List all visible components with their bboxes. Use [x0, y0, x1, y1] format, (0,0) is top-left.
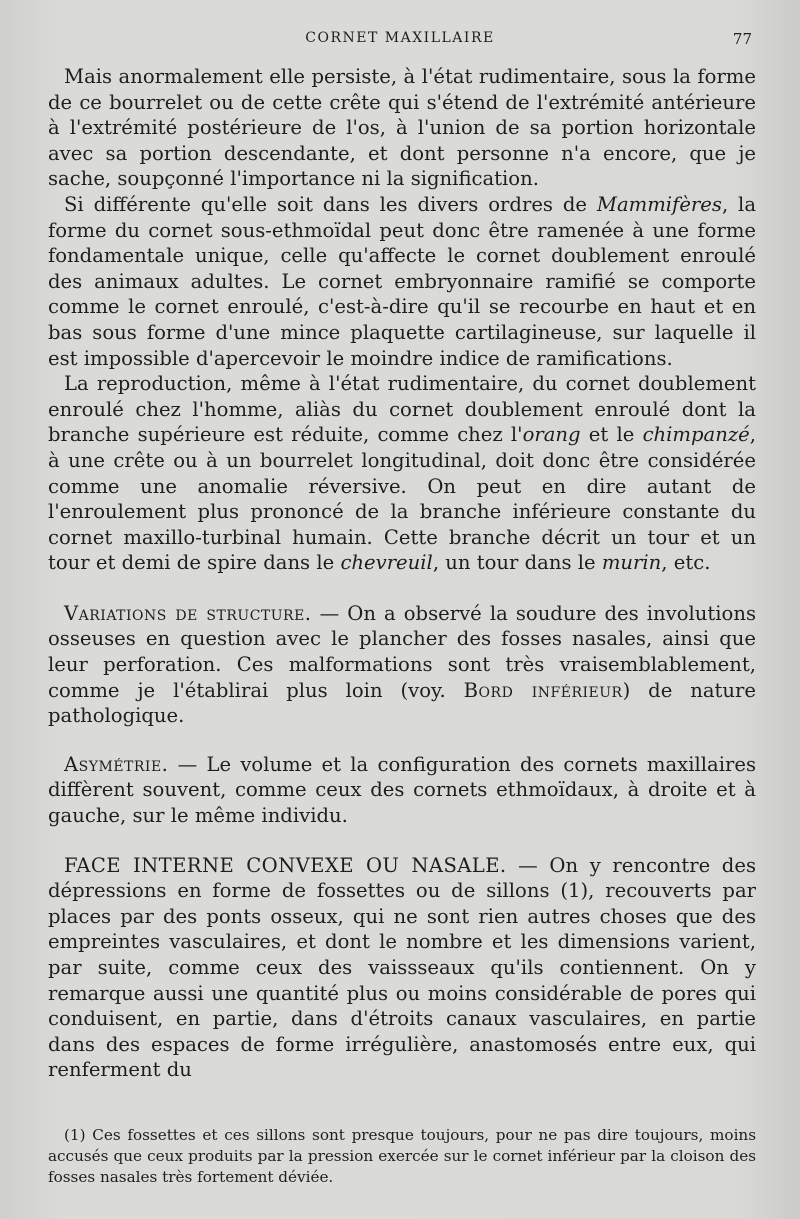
paragraph-3-text-d: , un tour dans le — [432, 551, 602, 575]
page-header — [48, 30, 752, 52]
paragraph-3-text-e: , etc. — [661, 551, 711, 575]
body-text — [48, 64, 756, 1083]
term-chimpanze: chimpanzé — [642, 423, 750, 447]
section-heading-asymetrie: Asymétrie. — [64, 752, 169, 776]
paragraph-face-interne-text: — On y rencontre des dépressions en forme de fossettes ou de sillons (1), recouverts par places par des ponts osseux, qui ne sont rien autres choses que des empreintes vasculaires, et dont le nombre et les dimensions varient, par suite, comme ceux des vaissseaux qu'ils contiennent. On y remarque aussi une quantité plus ou moins considérable de pores qui conduisent, en partie, dans d'étroits canaux vasculaires, en partie dans des espaces de forme irrégulière, anastomosés entre eux, qui renferment du — [48, 853, 756, 1082]
paragraph-3-text-b: et le — [580, 423, 643, 447]
footnote-1: (1) Ces fossettes et ces sillons sont presque toujours, pour ne pas dire toujours, moins accusés que ceux produits par la pression exercée sur le cornet inférieur par la cloison des fosses nasales très fortement déviée. — [48, 1126, 756, 1186]
paragraph-2-text-b: , la forme du cornet sous-ethmoïdal peut donc être ramenée à une forme fondamentale unique, celle qu'affecte le cornet doublement enroulé des animaux adultes. Le cornet embryonnaire ramifié se comporte comme le cornet enroulé, c'est-à-dire qu'il se recourbe en haut et en bas sous forme d'une mince plaquette cartilagineuse, sur laquelle il est impossible d'apercevoir le moindre indice de ramifications. — [48, 192, 757, 370]
paragraph-3-text-a: La reproduction, même à l'état rudimentaire, du cornet doublement enroulé chez l'homme, aliàs du cornet doublement enroulé dont la branche supérieure est réduite, comme chez l' — [48, 372, 756, 447]
paragraph-asymetrie-text: — Le volume et la configuration des cornets maxillaires diffèrent souvent, comme ceux des cornets ethmoïdaux, à droite et à gauche, sur le même individu. — [48, 752, 756, 828]
paragraph-variations — [48, 601, 756, 729]
paragraph-asymetrie — [48, 752, 756, 829]
paragraph-face-interne — [48, 853, 756, 1083]
paragraph-3 — [48, 371, 756, 576]
cross-reference-bord-inferieur: Bord inférieur — [463, 678, 623, 702]
paragraph-2 — [48, 192, 756, 371]
paragraph-1 — [48, 64, 756, 192]
paragraph-variations-text-b: ) de nature pathologique. — [48, 678, 757, 728]
paragraph-variations-text-a: — On a observé la soudure des involutions osseuses en question avec le plancher des fosses nasales, ainsi que leur perforation. Ces malformations sont très vraisemblablement, comme je l'établirai plus loin (voy. — [48, 601, 756, 702]
term-murin: murin — [601, 551, 662, 575]
term-orang: orang — [522, 423, 581, 447]
section-heading-face-interne: FACE INTERNE CONVEXE OU NASALE. — [64, 853, 507, 877]
term-chevreuil: chevreuil — [340, 551, 433, 575]
running-head: CORNET MAXILLAIRE — [305, 30, 495, 46]
section-gap — [48, 576, 756, 601]
section-gap — [48, 729, 756, 752]
paragraph-1-text: Mais anormalement elle persiste, à l'état rudimentaire, sous la forme de ce bourrelet ou de cette crête qui s'étend de l'extrémité antérieure à l'extrémité postérieure de l'os, à l'union de sa portion horizontale avec sa portion descendante, et dont personne n'a encore, que je sache, soupçonné l'importance ni la signification. — [48, 65, 756, 191]
term-mammiferes: Mammifères — [596, 192, 722, 216]
section-gap — [48, 829, 756, 853]
paragraph-3-text-c: , à une crête ou à un bourrelet longitudinal, doit donc être considérée comme une anomalie réversive. On peut en dire autant de l'enroulement plus prononcé de la branche inférieure constante du cornet maxillo-turbinal humain. Cette branche décrit un tour et un tour et demi de spire dans le — [48, 423, 756, 575]
page-number: 77 — [732, 30, 752, 48]
footnotes — [48, 1125, 756, 1188]
section-heading-variations: Variations de structure. — [64, 601, 312, 625]
paragraph-2-text-a: Si différente qu'elle soit dans les divers ordres de — [64, 192, 597, 216]
